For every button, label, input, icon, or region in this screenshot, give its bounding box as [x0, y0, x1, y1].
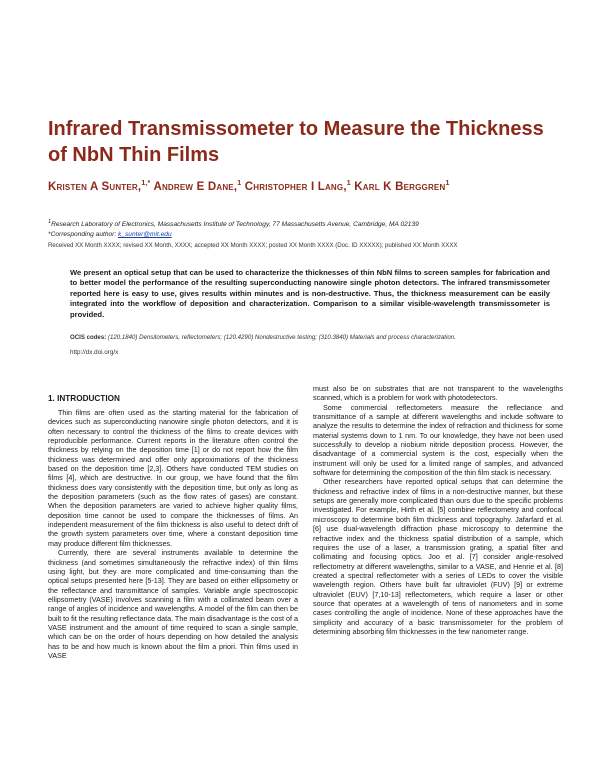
- corresponding-label: *Corresponding author:: [48, 230, 119, 238]
- author-affil-mark: 1: [445, 180, 450, 187]
- body-paragraph: Currently, there are several instruments available to determine the thickness (and sometimes simultaneously the refractive index) of thin films using light, but they are more complicated and time-consuming than the optical setups presented here [5-13]. They are based on either ellipsometry or the reflectance and transmittance of samples. Variable angle spectroscopic ellipsometry (VASE) involves scanning a film with a collimated beam over a range of angles of incidence and wavelengths. A model of the film can then be built to fit the resulting reflectance data. The main disadvantage is the cost of a VASE instrument and the amount of time required to scan a single sample, which can be on the order of hours depending on how detailed the analysis has to be and how much is known about the film a priori. Thin films used in VASE: [48, 548, 298, 660]
- abstract: We present an optical setup that can be used to characterize the thicknesses of thin NbN films to screen samples for fabrication and to better model the performance of the resulting superconducting nanowire single photon detectors. The infrared transmissometer reported here is easy to use, gives results within minutes and is non-destructive. Thus, the thickness measurement can be easily integrated into the workflow of deposition and characterization. Comparison to a similar visible-wavelength transmissometer is provided.: [70, 268, 550, 319]
- author-affil-mark: 1: [237, 180, 242, 187]
- section-heading: 1. INTRODUCTION: [48, 394, 120, 403]
- body-paragraph: Other researchers have reported optical setups that can determine the thickness and refractive index of films in a non-destructive manner, but these setups are generally more complicated than ours due to the specific problems investigated. For example, Hirth et al. [5] combine reflectometry and confocal microscopy to determine both film thickness and topography. Jafarfard et al. [6] use dual-wavelength diffraction phase microscopy to determine the refractive index and the thickness spatial distribution of a sample, which requires the use of a laser, a transmission grating, a spatial filter and collimating and focusing optics. Joo et al. [7] consider angle-resolved reflectometry at different wavelengths, similar to a VASE, and Henrie et al. [8] created a spectral reflectometer with a series of LEDs to cover the visible wavelength region. Others have built far ultraviolet (FUV) [9] or extreme ultraviolet (EUV) [7,10-13] reflectometers, which require a laser or other source that operates at a wavelength of tens of nanometers and in some cases controlling the angle of incidence. None of these approaches have the simplicity and accuracy of a basic transmissometer for the problem of determining absorbing film thicknesses in the few nanometer range.: [313, 477, 563, 636]
- ocis-label: OCIS codes:: [70, 334, 107, 341]
- right-column: [313, 384, 563, 636]
- affiliation-block: [48, 218, 568, 239]
- author-name: Andrew E Dane,: [153, 180, 238, 193]
- author-affil-mark: 1: [346, 180, 351, 187]
- body-paragraph: Thin films are often used as the starting material for the fabrication of devices such as superconducting nanowire single photon detectors, and it is often necessary to control the thickness of the films to create devices with reproducible performance. Current reports in the literature often control the thickness by relying on the deposition time [1] or do not report how the film thickness was determined and offer only approximations of the thickness based on the deposition time [2,3]. Others have conducted TEM studies on films [4], which are destructive. In our group, we have found that the film thickness does vary consistently with the deposition time, but only as long as the deposition parameters (such as the flow rates of gases) are constant. When the deposition parameters are varied to achieve higher quality films, deposition time cannot be used to compare the thicknesses of films. An independent measurement of the film thickness is also useful to detect drift of the growth system parameters over time, where a constant deposition time may produce different film thicknesses.: [48, 408, 298, 548]
- affiliation-mark: 1: [48, 219, 52, 225]
- doi-link[interactable]: http://dx.doi.org/x: [70, 349, 119, 356]
- paper-title: Infrared Transmissometer to Measure the Thickness of NbN Thin Films: [48, 118, 544, 166]
- author-name: Karl K Berggren: [354, 180, 446, 193]
- author-list: [48, 176, 568, 195]
- ocis-codes: [70, 333, 560, 342]
- affiliation-text: Research Laboratory of Electronics, Massachusetts Institute of Technology, 77 Massachusetts Avenue, Cambridge, MA 02139: [51, 221, 419, 229]
- received-dates: Received XX Month XXXX; revised XX Month, XXXX; accepted XX Month XXXX; posted XX Month XXXX (Doc. ID XXXXX); published XX Month XXXX: [48, 242, 458, 249]
- left-column: [48, 384, 298, 660]
- body-paragraph: must also be on substrates that are not transparent to the wavelengths scanned, which is a problem for work with photodetectors.: [313, 384, 563, 403]
- author-affil-mark: 1,*: [141, 180, 151, 187]
- author-name: Kristen A Sunter,: [48, 180, 142, 193]
- ocis-text: (120.1840) Densitometers, reflectometers; (120.4290) Nondestructive testing; (310.3840) Materials and process characterization.: [106, 334, 456, 341]
- corresponding-email-link[interactable]: k_sunter@mit.edu: [118, 230, 172, 238]
- body-paragraph: Some commercial reflectometers measure the reflectance and transmittance of a sample at different wavelengths and include software to analyze the results to determine the index of refraction and thickness for some material systems down to 1 nm. To our knowledge, they have not been used successfully to develop a niobium nitride deposition process. However, the disadvantage of a commercial system is the cost, especially when the instrument will only be used for a limited range of samples, and advanced software for determining the composition of the thin film stack is necessary.: [313, 402, 563, 478]
- author-name: Christopher I Lang,: [244, 180, 347, 193]
